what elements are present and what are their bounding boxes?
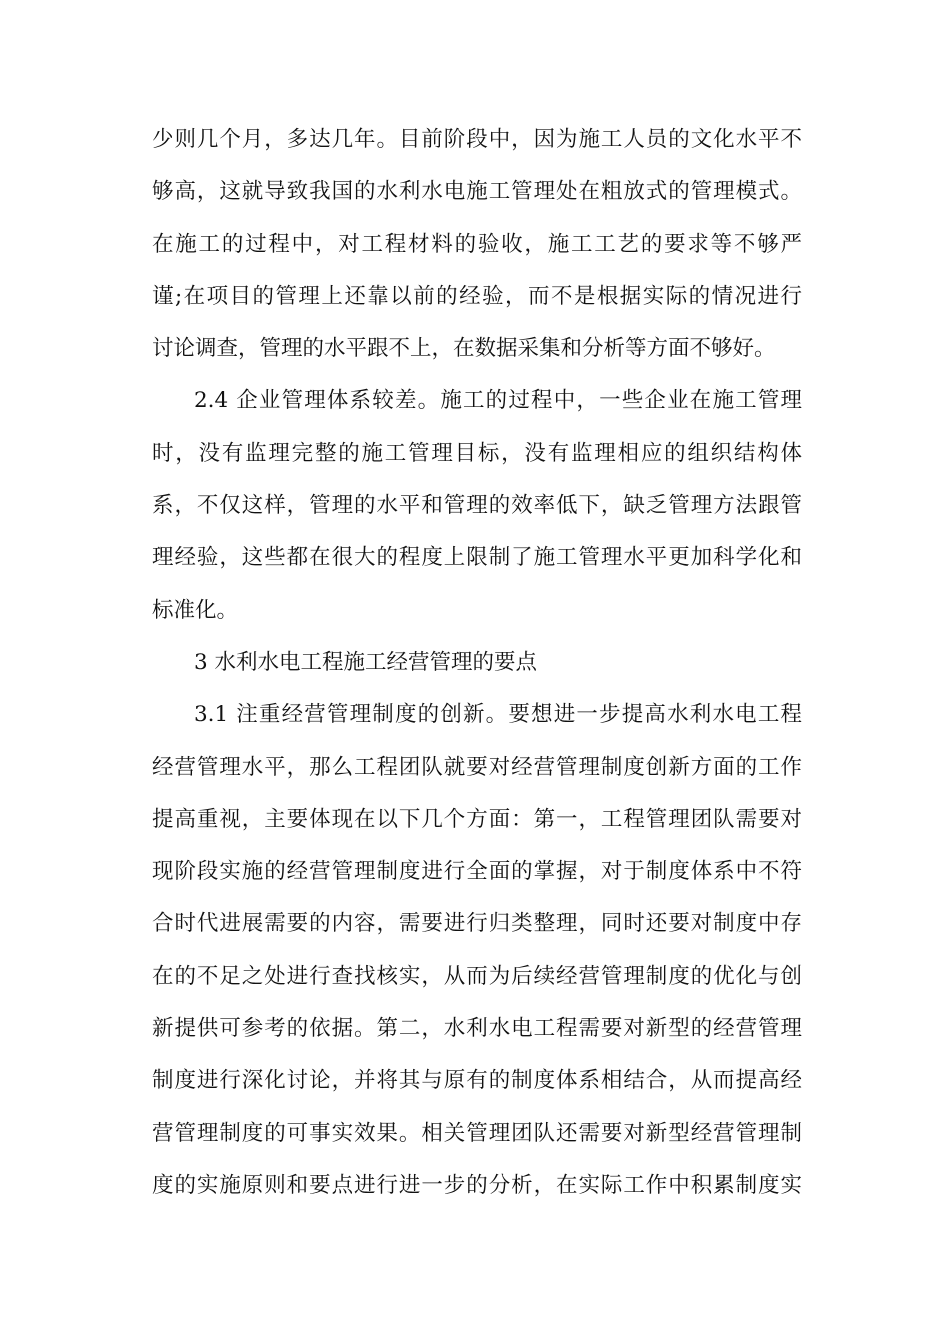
text-line: 标准化。 — [152, 597, 239, 623]
text-line: 现阶段实施的经营管理制度进行全面的掌握，对于制度体系中不符 — [152, 859, 802, 885]
text-line: 谨;在项目的管理上还靠以前的经验，而不是根据实际的情况进行 — [152, 283, 802, 309]
paragraph-construction-management-status — [152, 114, 802, 375]
text-line: 理经验，这些都在很大的程度上限制了施工管理水平更加科学化和 — [152, 545, 802, 571]
text-line: 经营管理水平，那么工程团队就要对经营管理制度创新方面的工作 — [152, 754, 802, 780]
text-line: 3.1 注重经营管理制度的创新。要想进一步提高水利水电工程 — [194, 702, 802, 728]
text-line: 合时代进展需要的内容，需要进行归类整理，同时还要对制度中存 — [152, 911, 802, 937]
text-line: 在的不足之处进行查找核实，从而为后续经营管理制度的优化与创 — [152, 963, 802, 989]
text-line: 新提供可参考的依据。第二，水利水电工程需要对新型的经营管理 — [152, 1016, 802, 1042]
paragraph-section-2-4 — [152, 375, 802, 636]
text-line: 提高重视，主要体现在以下几个方面：第一，工程管理团队需要对 — [152, 806, 802, 832]
text-line: 够高，这就导致我国的水利水电施工管理处在粗放式的管理模式。 — [152, 179, 802, 205]
text-line: 讨论调查，管理的水平跟不上，在数据采集和分析等方面不够好。 — [152, 336, 776, 362]
text-line: 营管理制度的可事实效果。相关管理团队还需要对新型经营管理制 — [152, 1120, 802, 1146]
section-heading-3 — [152, 637, 802, 689]
text-line: 制度进行深化讨论，并将其与原有的制度体系相结合，从而提高经 — [152, 1068, 802, 1094]
text-line: 度的实施原则和要点进行进一步的分析，在实际工作中积累制度实 — [152, 1172, 802, 1198]
text-line: 在施工的过程中，对工程材料的验收，施工工艺的要求等不够严 — [152, 231, 802, 257]
heading-line: 3 水利水电工程施工经营管理的要点 — [194, 649, 538, 675]
text-line: 少则几个月，多达几年。目前阶段中，因为施工人员的文化水平不 — [152, 127, 802, 152]
text-line: 时，没有监理完整的施工管理目标，没有监理相应的组织结构体 — [152, 440, 802, 466]
paragraph-section-3-1 — [152, 689, 802, 1212]
document-page — [152, 114, 802, 1212]
text-line: 系，不仅这样，管理的水平和管理的效率低下，缺乏管理方法跟管 — [152, 493, 802, 519]
text-line: 2.4 企业管理体系较差。施工的过程中，一些企业在施工管理 — [194, 388, 802, 414]
